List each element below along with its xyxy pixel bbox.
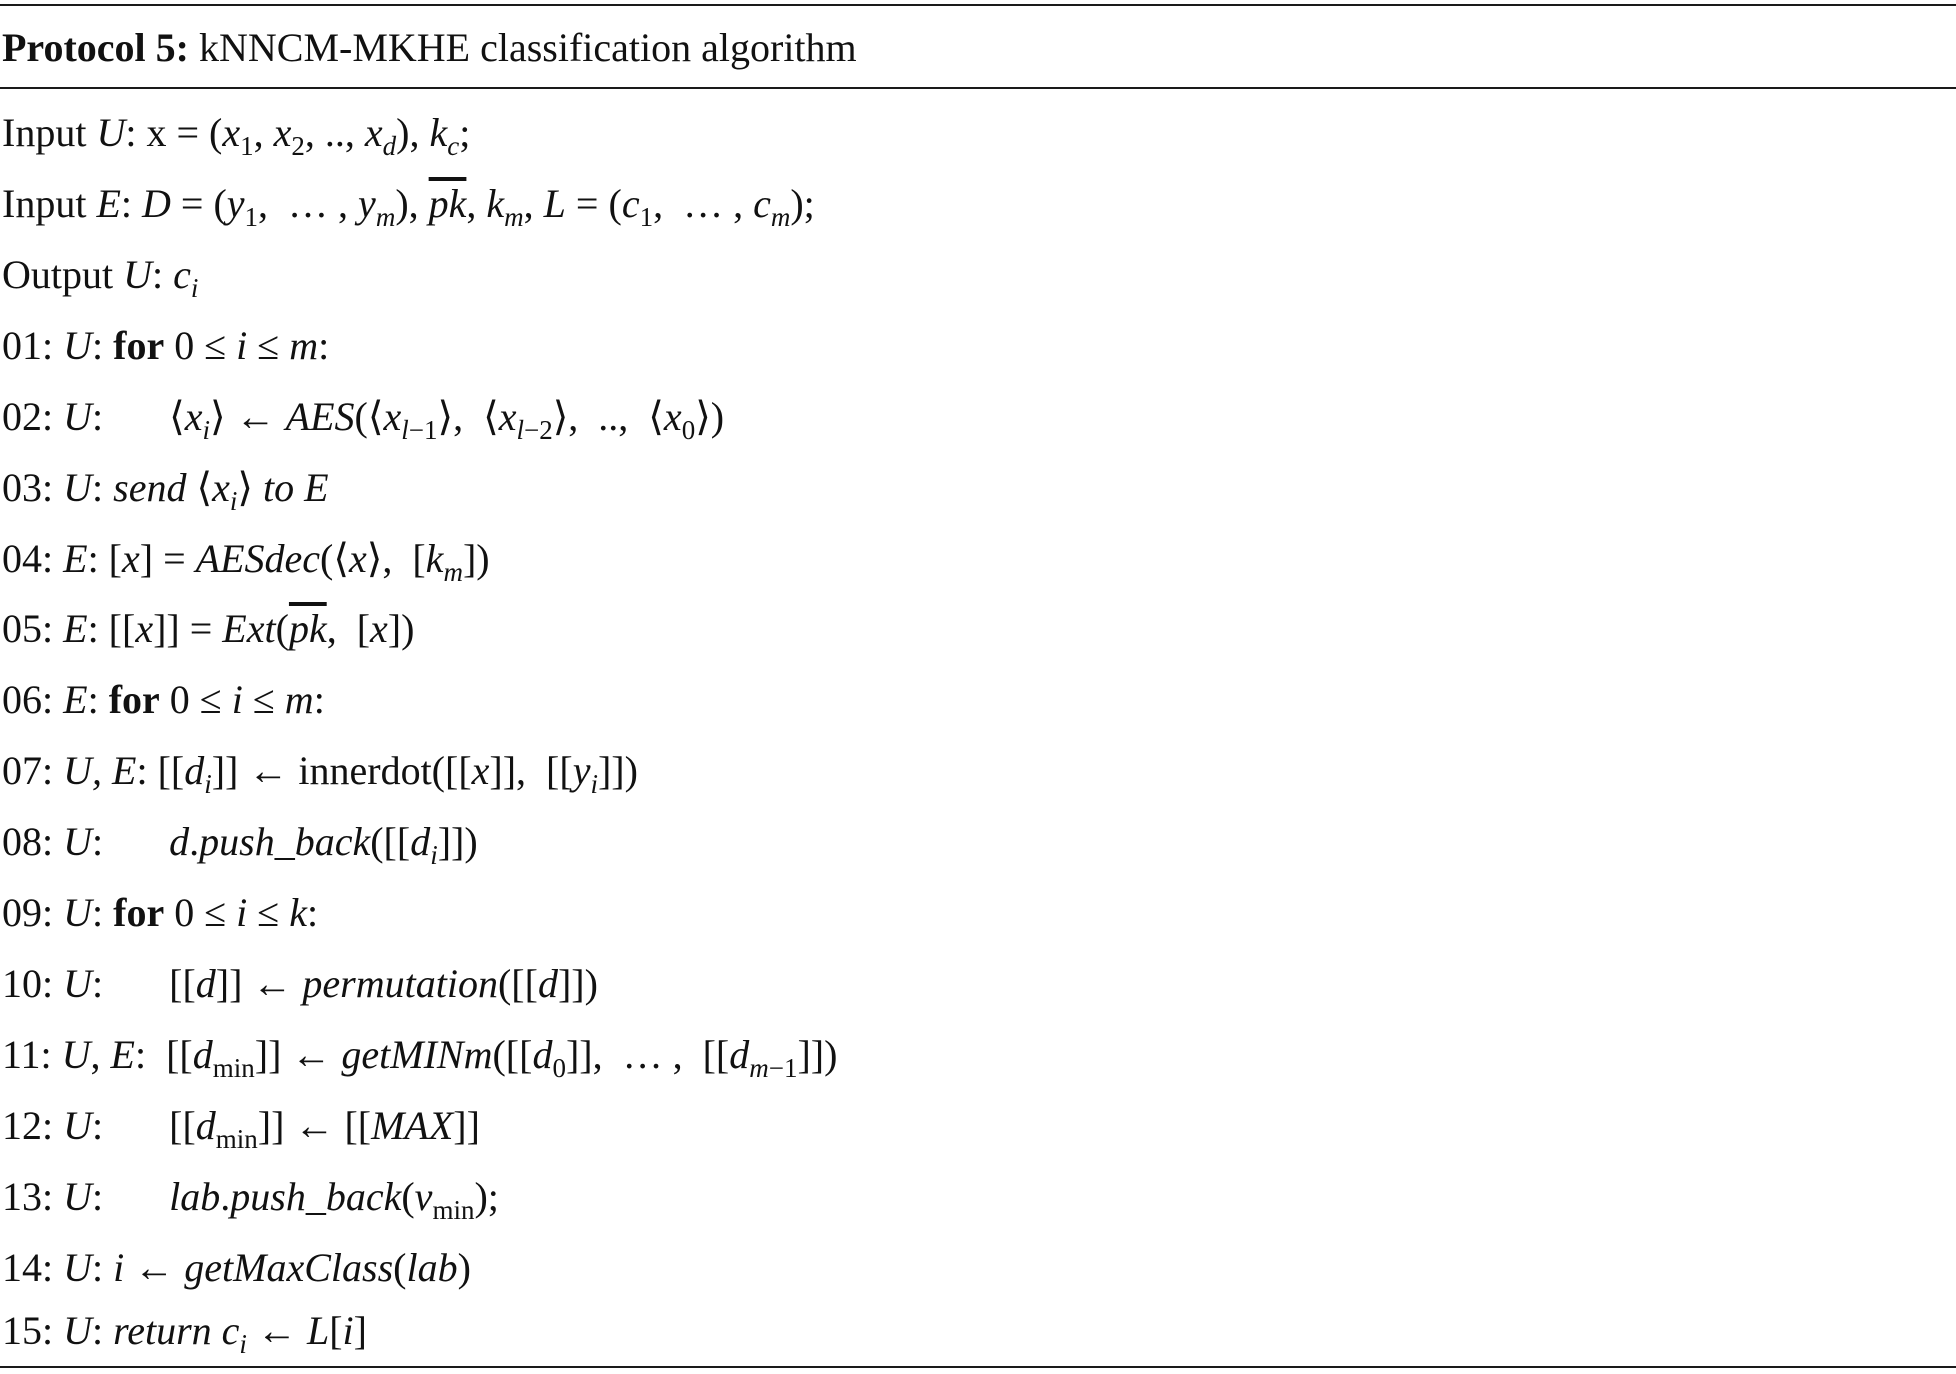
step-01: 01: U: for 0 ≤ i ≤ m:	[2, 323, 330, 368]
input-e-line: Input E: $D = (y_1$, … , $y_m$), $\overline{pk}$, $k_m$, $L = (c_1$, … , $c_m$);	[2, 181, 815, 232]
protocol-name: kNNCM-MKHE classification algorithm	[198, 25, 857, 70]
step-15: 15: U: return $c_i$ ← L[i]	[2, 1308, 367, 1359]
step-12: 12: U: $[[d_{min}]]$ ← [[MAX]]	[2, 1103, 480, 1154]
step-04: 04: E: [x] = AESdec(⟨x⟩, $[k_m]$)	[2, 536, 490, 587]
step-05: 05: E: $[[x]] = Ext(\overline{pk}$, [x])	[2, 606, 415, 651]
step-02: 02: U: $⟨x_i⟩$ ← $AES(⟨x_{l-1}⟩$, $⟨x_{l-2}⟩$, .., $⟨x_0⟩$)	[2, 394, 725, 445]
output-u-line: Output U: $c_i$	[2, 252, 199, 303]
header-rule	[0, 87, 1956, 89]
step-09: 09: U: for 0 ≤ i ≤ k:	[2, 890, 319, 935]
step-11: 11: U, E: $[[d_{min}]]$ ← $getMINm([[d_0]]$, … , $[[d_{m-1}]]$)	[2, 1032, 838, 1083]
protocol-label: Protocol 5:	[2, 25, 189, 70]
input-u-line: Input U: $x = (x_1$, $x_2$, .., $x_d$), $k_c$;	[2, 110, 471, 161]
step-07: 07: U, E: $[[d_i]]$ ← innerdot([[x]], $[[y_i]]$)	[2, 748, 638, 799]
step-06: 06: E: for 0 ≤ i ≤ m:	[2, 677, 325, 722]
protocol-title	[2, 22, 857, 74]
step-08: 08: U: $d.push\_back([[d_i]])$	[2, 819, 478, 870]
top-rule	[0, 4, 1956, 6]
step-03: 03: U: send $⟨x_i⟩$ to E	[2, 465, 329, 516]
step-10: 10: U: [[d]] ← permutation([[d]])	[2, 961, 598, 1006]
step-13: 13: U: $lab.push\_back(v_{min})$;	[2, 1174, 499, 1225]
step-14: 14: U: i ← getMaxClass(lab)	[2, 1245, 471, 1290]
bottom-rule	[0, 1366, 1956, 1368]
